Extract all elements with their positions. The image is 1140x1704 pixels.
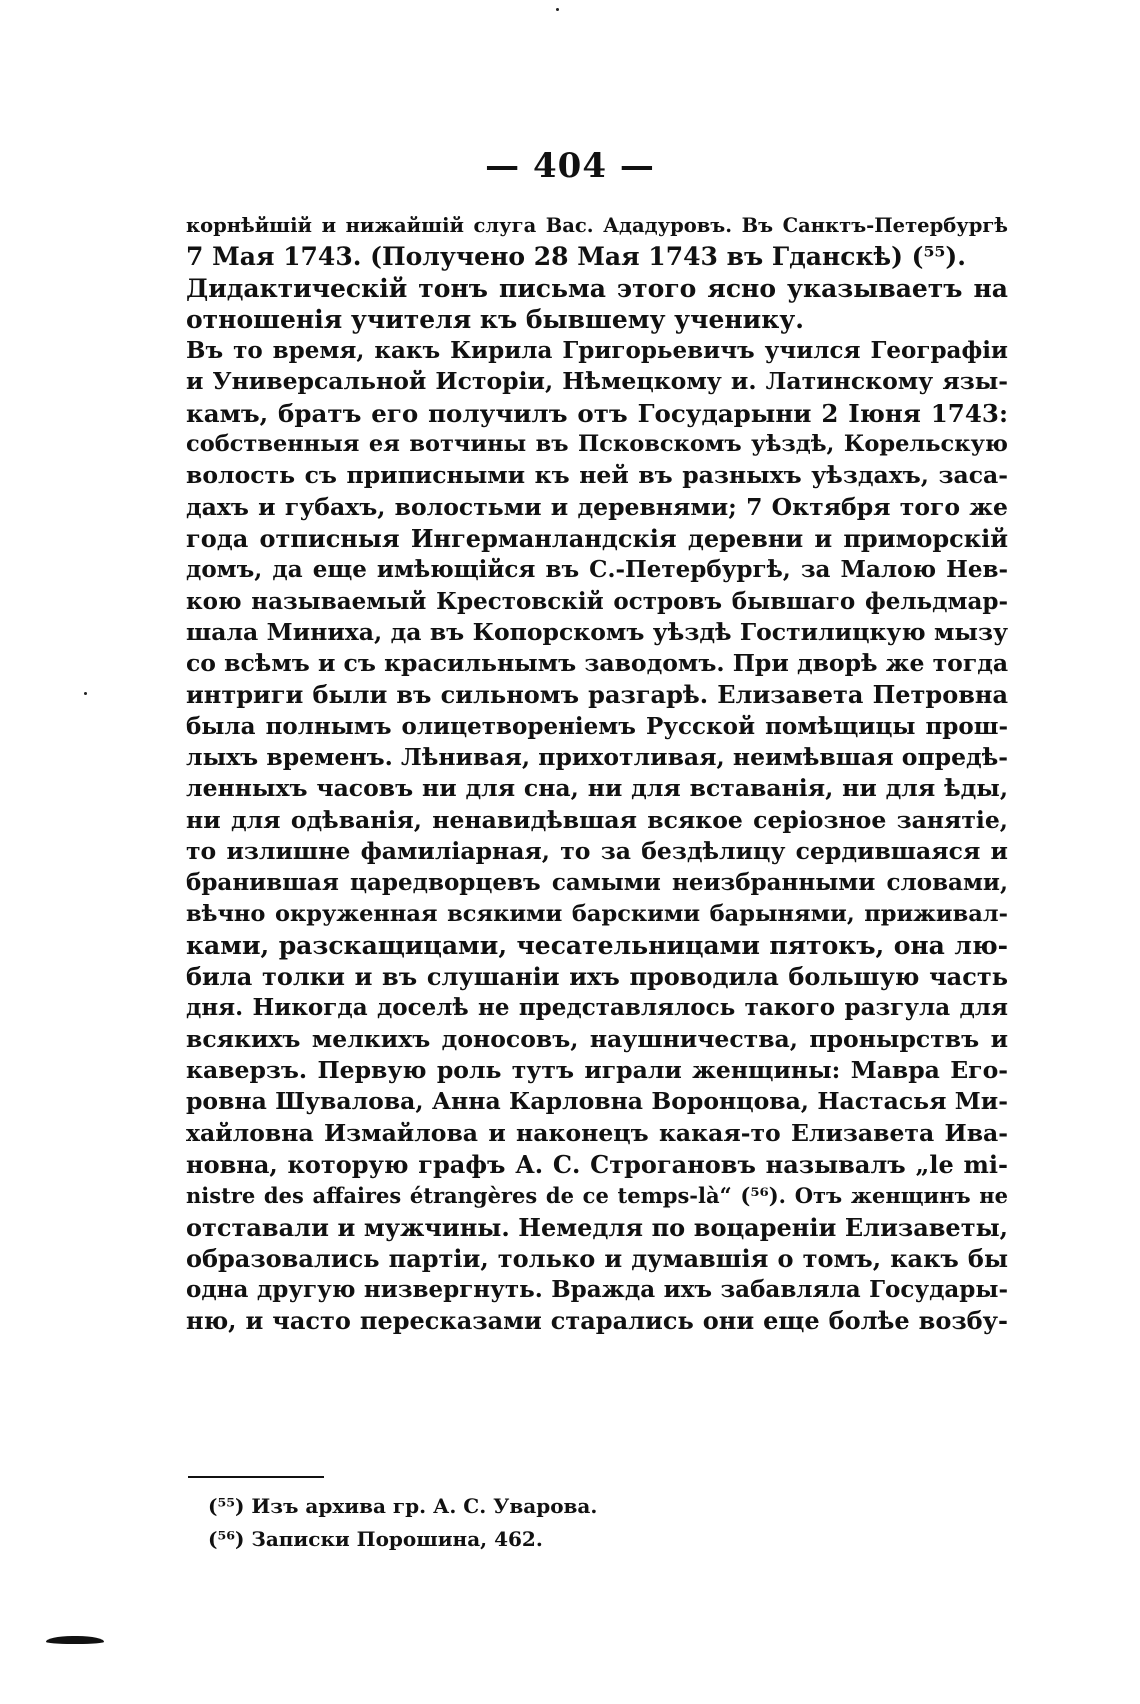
footnotes: [208, 1490, 908, 1556]
text-line: домъ, да еще имѣющійся въ С.-Петербургѣ, за Малою Нев-: [186, 556, 1008, 584]
text-line: ленныхъ часовъ ни для сна, ни для вставанія, ни для ѣды,: [186, 774, 1008, 803]
text-line: дня. Никогда доселѣ не представлялось такого разгула для: [186, 994, 1008, 1022]
text-line: била толки и въ слушаніи ихъ проводила большую часть: [186, 962, 1008, 992]
text-line: кою называемый Крестовскій островъ бывшаго фельдмар-: [186, 587, 1008, 615]
text-line: ками, разскащицами, чесательницами пятокъ, она лю-: [186, 930, 1008, 960]
text-line: дахъ и губахъ, волостьми и деревнями; 7 Октября того же: [186, 492, 1008, 521]
text-line: со всѣмъ и съ красильнымъ заводомъ. При дворѣ же тогда: [186, 649, 1009, 678]
footnote-55: (⁵⁵) Изъ архива гр. А. С. Уварова.: [208, 1494, 598, 1518]
text-line: ровна Шувалова, Анна Карловна Воронцова, Настасья Ми-: [186, 1087, 1008, 1116]
ink-speck: [556, 8, 559, 11]
text-line: образовались партіи, только и думавшія о томъ, какъ бы: [186, 1243, 1008, 1273]
text-line: камъ, братъ его получилъ отъ Государыни 2 Іюня 1743:: [186, 398, 1008, 428]
text-line: шала Миниха, да въ Копорскомъ уѣздѣ Гостилицкую мызу: [186, 617, 1008, 646]
main-text: [186, 210, 1008, 1337]
text-line: бранившая царедворцевъ самыми неизбранными словами,: [186, 869, 1008, 897]
text-line: ни для одѣванія, ненавидѣвшая всякое серіозное занятіе,: [186, 805, 1008, 834]
text-line: собственныя ея вотчины въ Псковскомъ уѣздѣ, Корельскую: [186, 431, 1008, 458]
text-line: была полнымъ олицетвореніемъ Русской помѣщицы прош-: [186, 712, 1008, 740]
text-line: всякихъ мелкихъ доносовъ, наушничества, пронырствъ и: [186, 1024, 1008, 1053]
text-line: волость съ приписными къ ней въ разныхъ уѣздахъ, заса-: [186, 461, 1008, 490]
text-line: то излишне фамиліарная, то за бездѣлицу сердившаяся и: [186, 836, 1008, 865]
text-line: хайловна Измайлова и наконецъ какая-то Елизавета Ива-: [186, 1118, 1008, 1147]
text-line: Въ то время, какъ Кирила Григорьевичъ учился Географіи: [186, 337, 1008, 365]
text-line: отставали и мужчины. Немедля по воцареніи Елизаветы,: [186, 1212, 1008, 1242]
text-line: отношенія учителя къ бывшему ученику.: [186, 304, 804, 334]
text-line: новна, которую графъ А. С. Строгановъ называлъ „le mi-: [186, 1149, 1008, 1179]
text-line: интриги были въ сильномъ разгарѣ. Елизавета Петровна: [186, 680, 1008, 710]
text-line: вѣчно окруженная всякими барскими барынями, приживал-: [186, 900, 1008, 927]
footnote-56: (⁵⁶) Записки Порошина, 462.: [208, 1527, 543, 1551]
text-line: nistre des affaires étrangères de ce temps-là“ (⁵⁶). Отъ женщинъ не: [186, 1183, 1008, 1209]
footnote-divider: [188, 1476, 324, 1478]
text-line: одна другую низвергнуть. Вражда ихъ забавляла Государы-: [186, 1276, 1008, 1304]
text-line: Дидактическій тонъ письма этого ясно указываетъ на: [186, 273, 1008, 303]
text-line: года отписныя Ингерманландскія деревни и приморскій: [186, 523, 1008, 553]
ink-speck: [84, 692, 87, 695]
ink-blot-mark: [46, 1636, 104, 1644]
text-line: ню, и часто пересказами старались они еще болѣе возбу-: [186, 1306, 1008, 1336]
page-number: — 404 —: [485, 146, 655, 186]
text-line: 7 Мая 1743. (Получено 28 Мая 1743 въ Гданскѣ) (⁵⁵).: [186, 242, 966, 272]
text-line: лыхъ временъ. Лѣнивая, прихотливая, неимѣвшая опредѣ-: [186, 743, 1008, 772]
text-line: и Универсальной Исторіи, Нѣмецкому и. Латинскому язы-: [186, 367, 1008, 396]
text-line: каверзъ. Первую роль тутъ играли женщины: Мавра Его-: [186, 1056, 1008, 1085]
text-line: корнѣйшій и нижайшій слуга Вас. Ададуровъ. Въ Санктъ-Петербургѣ: [186, 214, 1008, 237]
